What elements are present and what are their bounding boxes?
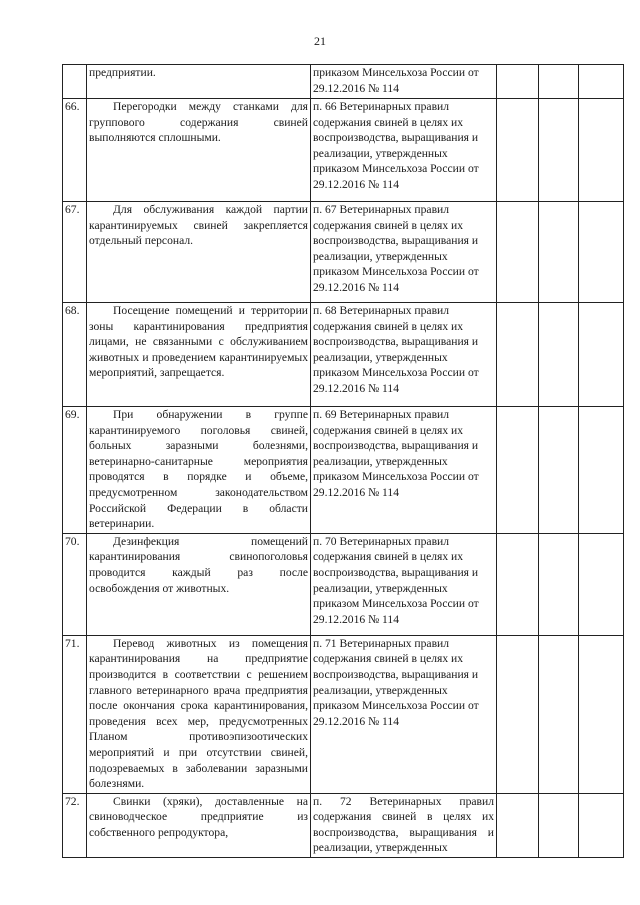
row-number: 70.	[63, 533, 87, 635]
requirement-text: Для обслуживания каждой партии карантинируемых свиней закрепляется отдельный персонал.	[87, 202, 311, 303]
answer-no-cell	[539, 303, 579, 407]
table-row	[63, 99, 624, 202]
table-row	[63, 793, 624, 857]
legal-reference: п. 70 Ветеринарных правил содержания свиней в целях их воспроизводства, выращивания и реализации, утвержденных приказом Минсельхоза России от 29.12.2016 № 114	[311, 533, 497, 635]
answer-na-cell	[579, 99, 624, 202]
requirement-text: Перевод животных из помещения карантинирования на предприятие производится в соответствии с решением главного ветеринарного врача предприятия после окончания срока карантинирования, проведения всех мер, предусмотренных Планом противоэпизоотических мероприятий и при отсутствии свиней, подозреваемых в заболевании заразными болезнями.	[87, 635, 311, 793]
row-number: 66.	[63, 99, 87, 202]
answer-yes-cell	[497, 793, 539, 857]
legal-reference: п. 71 Ветеринарных правил содержания свиней в целях их воспроизводства, выращивания и реализации, утвержденных приказом Минсельхоза России от 29.12.2016 № 114	[311, 635, 497, 793]
answer-yes-cell	[497, 202, 539, 303]
table-row	[63, 303, 624, 407]
legal-reference: п. 66 Ветеринарных правил содержания свиней в целях их воспроизводства, выращивания и реализации, утвержденных приказом Минсельхоза России от 29.12.2016 № 114	[311, 99, 497, 202]
table-row	[63, 533, 624, 635]
legal-reference: п. 69 Ветеринарных правил содержания свиней в целях их воспроизводства, выращивания и реализации, утвержденных приказом Минсельхоза России от 29.12.2016 № 114	[311, 407, 497, 534]
legal-reference: п. 68 Ветеринарных правил содержания свиней в целях их воспроизводства, выращивания и реализации, утвержденных приказом Минсельхоза России от 29.12.2016 № 114	[311, 303, 497, 407]
answer-yes-cell	[497, 635, 539, 793]
answer-na-cell	[579, 202, 624, 303]
answer-no-cell	[539, 65, 579, 99]
requirement-text: Свинки (хряки), доставленные на свиноводческое предприятие из собственного репродуктора,	[87, 793, 311, 857]
answer-yes-cell	[497, 533, 539, 635]
requirements-table	[62, 64, 624, 858]
answer-na-cell	[579, 407, 624, 534]
table-row	[63, 65, 624, 99]
row-number: 71.	[63, 635, 87, 793]
row-number: 67.	[63, 202, 87, 303]
requirement-text: Перегородки между станками для группового содержания свиней выполняются сплошными.	[87, 99, 311, 202]
row-number: 69.	[63, 407, 87, 534]
answer-na-cell	[579, 635, 624, 793]
answer-yes-cell	[497, 303, 539, 407]
row-number: 72.	[63, 793, 87, 857]
requirement-text: Посещение помещений и территории зоны карантинирования предприятия лицами, не связанными с обслуживанием животных и проведением карантинируемых мероприятий, запрещается.	[87, 303, 311, 407]
row-number	[63, 65, 87, 99]
answer-yes-cell	[497, 99, 539, 202]
answer-na-cell	[579, 793, 624, 857]
answer-na-cell	[579, 65, 624, 99]
requirement-text: Дезинфекция помещений карантинирования свинопоголовья проводится каждый раз после освобождения от животных.	[87, 533, 311, 635]
answer-na-cell	[579, 533, 624, 635]
answer-yes-cell	[497, 65, 539, 99]
legal-reference: приказом Минсельхоза России от 29.12.2016 № 114	[311, 65, 497, 99]
answer-no-cell	[539, 533, 579, 635]
requirement-text: При обнаружении в группе карантинируемого поголовья свиней, больных заразными болезнями, ветеринарно-санитарные мероприятия проводятся в порядке и объеме, предусмотренном законодательством Российской Федерации в области ветеринарии.	[87, 407, 311, 534]
row-number: 68.	[63, 303, 87, 407]
table-row	[63, 202, 624, 303]
legal-reference: п. 72 Ветеринарных правил содержания свиней в целях их воспроизводства, выращивания и реализации, утвержденных	[311, 793, 497, 857]
requirement-text: предприятии.	[87, 65, 311, 99]
answer-no-cell	[539, 202, 579, 303]
legal-reference: п. 67 Ветеринарных правил содержания свиней в целях их воспроизводства, выращивания и реализации, утвержденных приказом Минсельхоза России от 29.12.2016 № 114	[311, 202, 497, 303]
answer-no-cell	[539, 99, 579, 202]
table-row	[63, 407, 624, 534]
answer-no-cell	[539, 407, 579, 534]
answer-no-cell	[539, 793, 579, 857]
page-number: 21	[314, 34, 326, 48]
table-row	[63, 635, 624, 793]
answer-no-cell	[539, 635, 579, 793]
answer-na-cell	[579, 303, 624, 407]
answer-yes-cell	[497, 407, 539, 534]
